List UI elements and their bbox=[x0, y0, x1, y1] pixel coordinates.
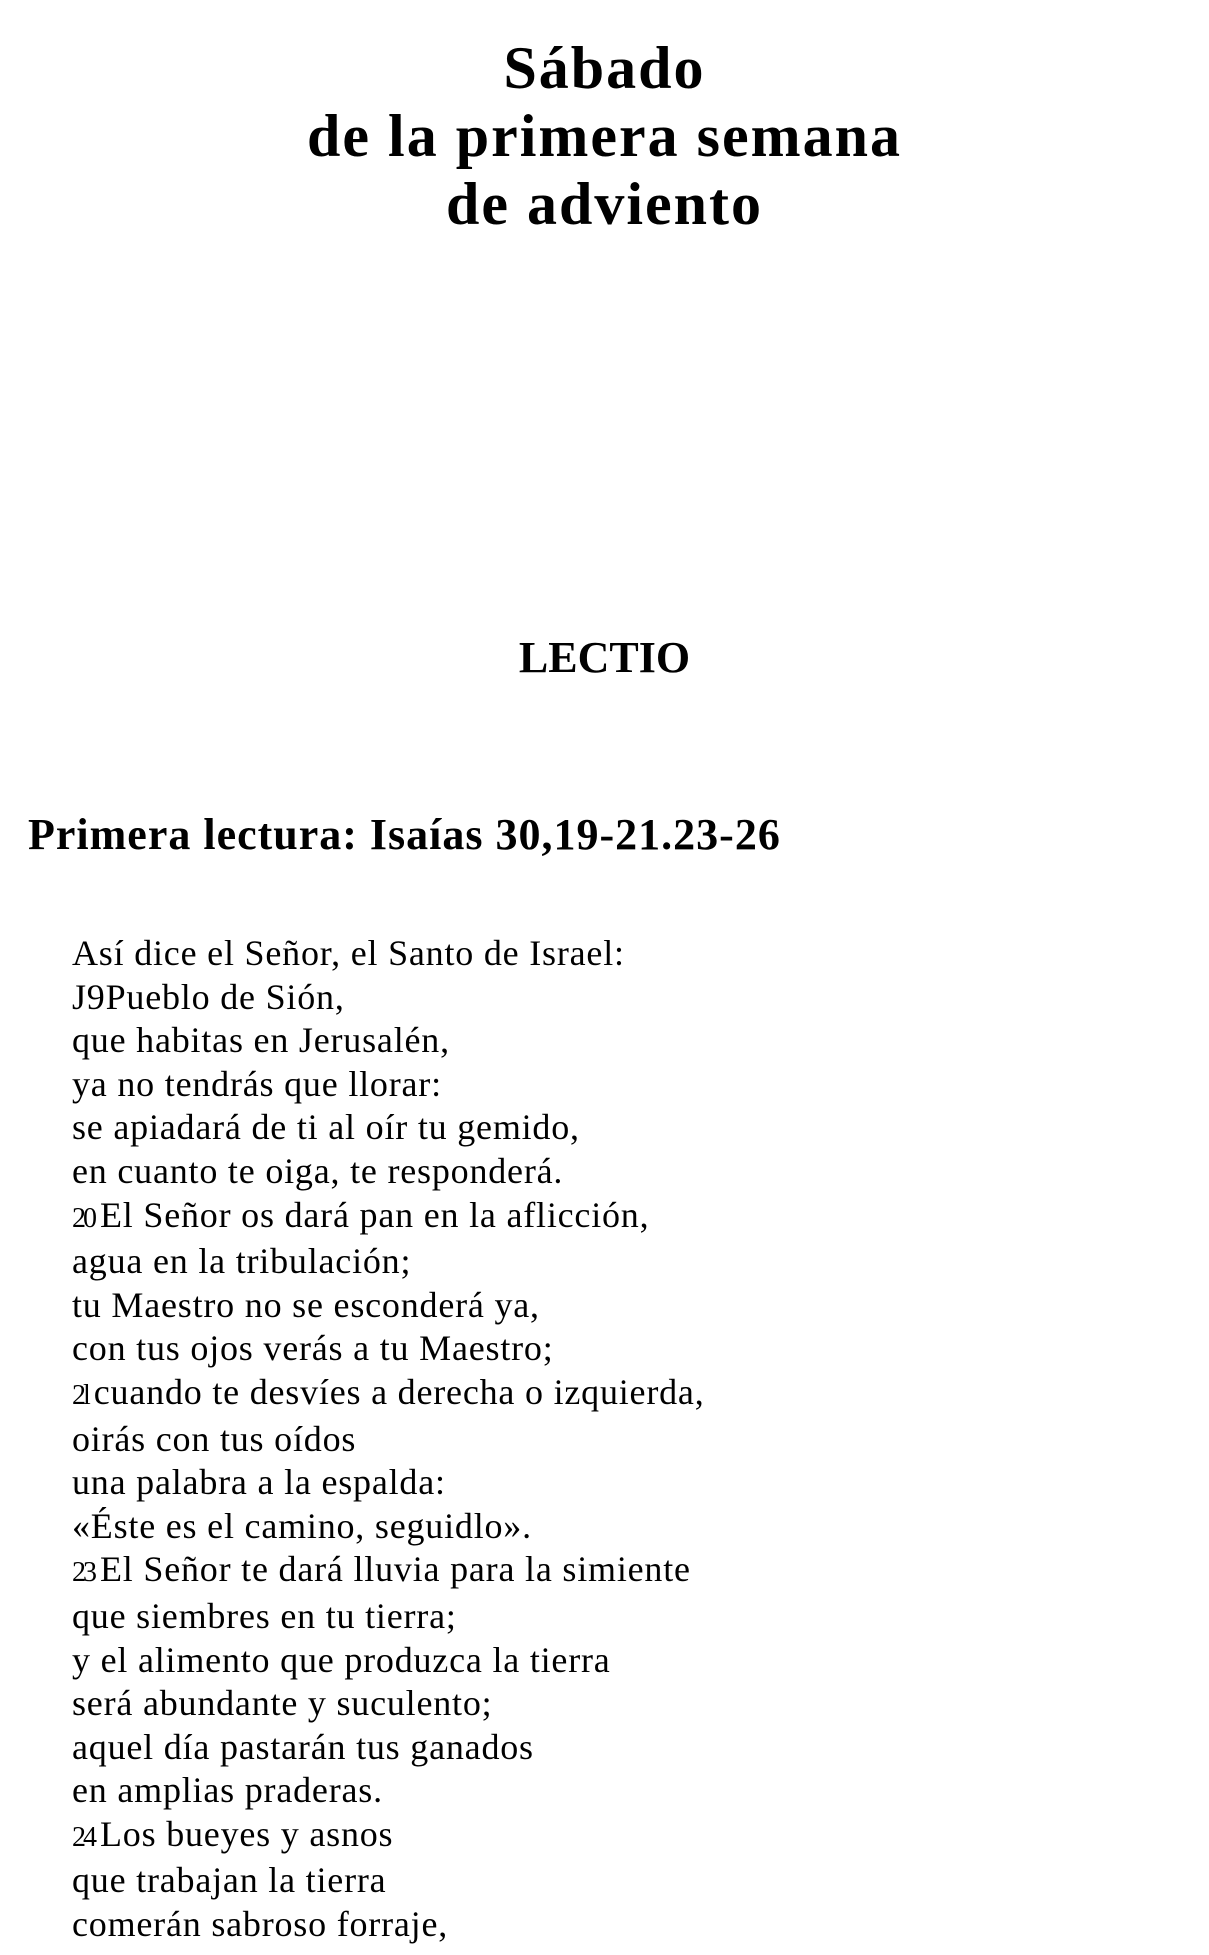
verse-text: que siembres en tu tierra; bbox=[72, 1595, 457, 1636]
page-title-line-1: Sábado bbox=[503, 35, 706, 101]
verse-text: que habitas en Jerusalén, bbox=[72, 1020, 450, 1061]
verse-text: y el alimento que produzca la tierra bbox=[72, 1639, 611, 1680]
verse-line bbox=[72, 1769, 705, 1813]
page-title bbox=[0, 34, 1209, 238]
reading-heading: Primera lectura: Isaías 30,19-21.23-26 bbox=[28, 810, 781, 859]
verse-text: oirás con tus oídos bbox=[72, 1418, 357, 1459]
verse-number: 2l bbox=[72, 1379, 88, 1411]
verse-text: El Señor te dará lluvia para la simiente bbox=[100, 1549, 691, 1590]
verse-line bbox=[72, 1505, 705, 1549]
verse-line bbox=[72, 1063, 705, 1107]
verse-line bbox=[72, 1106, 705, 1150]
verse-line bbox=[72, 1726, 705, 1770]
verse-text: Así dice el Señor, el Santo de Israel: bbox=[72, 933, 625, 973]
verse-line bbox=[72, 1639, 705, 1683]
verse-text: ya no tendrás que llorar: bbox=[72, 1063, 442, 1104]
page-title-line-2: de la primera semana bbox=[307, 103, 902, 169]
verse-text: aquel día pastarán tus ganados bbox=[72, 1726, 534, 1767]
verse-line bbox=[72, 1903, 705, 1947]
verse-text: agua en la tribulación; bbox=[72, 1241, 412, 1282]
verse-line bbox=[72, 1682, 705, 1726]
verse-text: Los bueyes y asnos bbox=[100, 1813, 394, 1854]
verse-line bbox=[72, 1240, 705, 1284]
verse-number: 20 bbox=[72, 1202, 94, 1234]
verse-line bbox=[72, 1194, 705, 1241]
verse-text: «Éste es el camino, seguidlo». bbox=[72, 1505, 532, 1546]
verse-text: en cuanto te oiga, te responderá. bbox=[72, 1150, 564, 1191]
verse-text: una palabra a la espalda: bbox=[72, 1462, 446, 1503]
verse-line bbox=[72, 1859, 705, 1903]
reading-text bbox=[72, 932, 705, 1947]
verse-text: J9Pueblo de Sión, bbox=[72, 976, 345, 1017]
verse-line bbox=[72, 1548, 705, 1595]
verse-text: que trabajan la tierra bbox=[72, 1860, 387, 1901]
verse-text: en amplias praderas. bbox=[72, 1770, 383, 1811]
verse-line bbox=[72, 1461, 705, 1505]
verse-number: 24 bbox=[72, 1821, 94, 1853]
verse-line bbox=[72, 1327, 705, 1371]
verse-line bbox=[72, 1371, 705, 1418]
page-title-line-3: de adviento bbox=[445, 171, 764, 237]
verse-line bbox=[72, 1595, 705, 1639]
verse-text: El Señor os dará pan en la aflicción, bbox=[100, 1194, 650, 1235]
verse-text: con tus ojos verás a tu Maestro; bbox=[72, 1328, 554, 1369]
verse-line bbox=[72, 932, 705, 976]
verse-line bbox=[72, 1813, 705, 1860]
verse-text: será abundante y suculento; bbox=[72, 1683, 493, 1724]
verse-line bbox=[72, 1284, 705, 1328]
verse-text: se apiadará de ti al oír tu gemido, bbox=[72, 1107, 580, 1148]
verse-line bbox=[72, 1150, 705, 1194]
verse-line bbox=[72, 976, 705, 1020]
verse-text: tu Maestro no se esconderá ya, bbox=[72, 1284, 540, 1325]
verse-number: 23 bbox=[72, 1557, 94, 1589]
verse-text: cuando te desvíes a derecha o izquierda, bbox=[93, 1371, 705, 1412]
verse-line bbox=[72, 1019, 705, 1063]
verse-text: comerán sabroso forraje, bbox=[72, 1904, 449, 1945]
verse-line bbox=[72, 1418, 705, 1462]
section-heading-lectio: LECTIO bbox=[518, 633, 691, 682]
